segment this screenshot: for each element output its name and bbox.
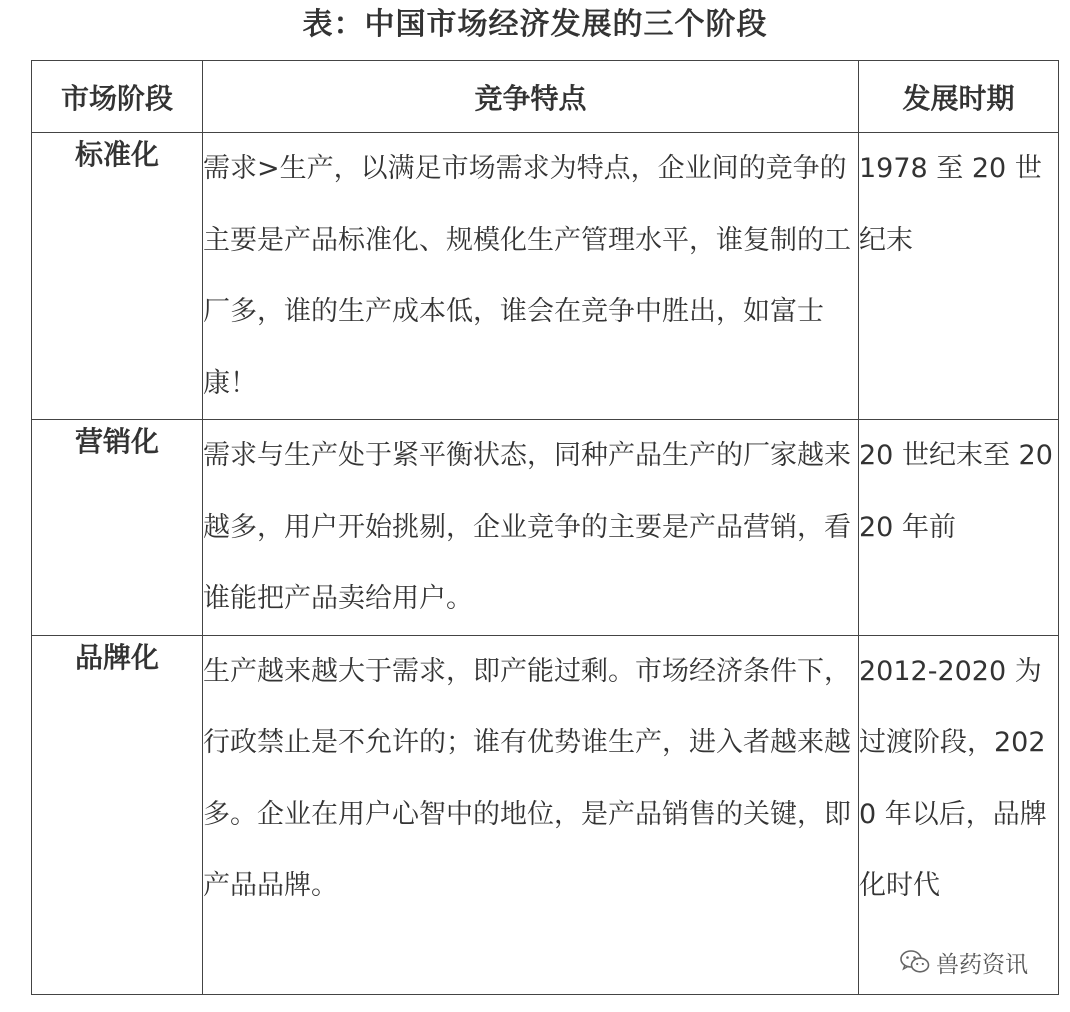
period-text: 2012-2020 为过渡阶段，2020 年以后，品牌化时代 xyxy=(859,655,1047,901)
period-text: 1978 至 20 世纪末 xyxy=(859,153,1042,256)
column-header-stage: 市场阶段 xyxy=(32,61,203,133)
features-text: 需求>生产，以满足市场需求为特点，企业间的竞争的主要是产品标准化、规模化生产管理水平，谁复制的工厂多，谁的生产成本低，谁会在竞争中胜出，如富士康！ xyxy=(203,153,851,399)
watermark-text: 兽药资讯 xyxy=(936,951,1028,978)
period-cell xyxy=(859,635,1059,994)
features-cell xyxy=(203,133,859,420)
stage-name: 标准化 xyxy=(32,133,203,420)
table-row xyxy=(32,635,1059,994)
stage-name: 营销化 xyxy=(32,420,203,636)
features-cell xyxy=(203,635,859,994)
column-header-period: 发展时期 xyxy=(859,61,1059,133)
table-header-row xyxy=(32,61,1059,133)
features-cell xyxy=(203,420,859,636)
stage-name: 品牌化 xyxy=(32,635,203,994)
table-row xyxy=(32,133,1059,420)
watermark xyxy=(896,944,1032,980)
market-stages-table xyxy=(31,60,1059,995)
column-header-features: 竞争特点 xyxy=(203,61,859,133)
period-cell xyxy=(859,420,1059,636)
period-cell xyxy=(859,133,1059,420)
table-row xyxy=(32,420,1059,636)
period-text: 20 世纪末至 2020 年前 xyxy=(859,440,1053,543)
wechat-icon xyxy=(900,949,930,975)
page-title: 表：中国市场经济发展的三个阶段 xyxy=(302,7,768,42)
features-text: 生产越来越大于需求，即产能过剩。市场经济条件下，行政禁止是不允许的；谁有优势谁生产，进入者越来越多。企业在用户心智中的地位，是产品销售的关键，即产品品牌。 xyxy=(203,655,851,901)
features-text: 需求与生产处于紧平衡状态，同种产品生产的厂家越来越多，用户开始挑剔，企业竞争的主要是产品营销，看谁能把产品卖给用户。 xyxy=(203,440,851,614)
